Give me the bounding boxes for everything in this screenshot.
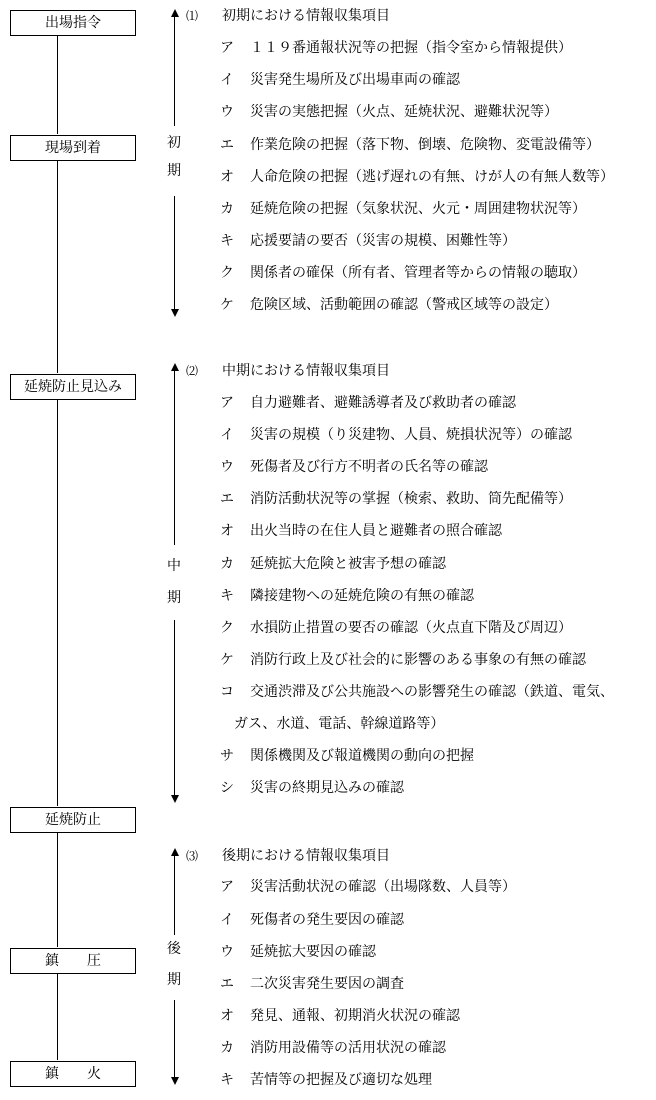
section-2-item-3-text: 死傷者及び行方不明者の氏名等の確認: [250, 459, 488, 475]
late-period-label-2: 期: [167, 972, 181, 988]
section-1-item-2-label: イ: [220, 72, 234, 88]
early-period-label-1: 初: [167, 135, 181, 151]
section-2-item-12-label: シ: [220, 780, 234, 796]
timeline-line-1: [57, 36, 58, 134]
section-3-number: ⑶: [186, 849, 199, 863]
stage-box-arrival: 現場到着: [10, 135, 136, 161]
section-3-item-4-label: エ: [220, 976, 234, 992]
section-2-item-2-text: 災害の規模（り災建物、人員、焼損状況等）の確認: [250, 427, 572, 443]
timeline-line-2: [57, 161, 58, 373]
section-1-item-9-text: 危険区域、活動範囲の確認（警戒区域等の設定）: [250, 297, 558, 313]
section-2-item-4-text: 消防活動状況等の掌握（検索、救助、筒先配備等）: [250, 491, 572, 507]
section-1-item-8-text: 関係者の確保（所有者、管理者等からの情報の聴取）: [250, 265, 586, 281]
section-3-item-6-label: カ: [220, 1040, 234, 1056]
section-2-item-5-text: 出火当時の在住人員と避難者の照合確認: [250, 523, 502, 539]
stage-box-extinguished: 鎮 火: [10, 1061, 136, 1087]
section-1-item-2-text: 災害発生場所及び出場車両の確認: [250, 72, 460, 88]
late-period-label-1: 後: [167, 941, 181, 957]
section-3-item-2-label: イ: [220, 912, 234, 928]
section-3-item-7-text: 苦情等の把握及び適切な処理: [250, 1072, 432, 1088]
section-1-item-4-label: エ: [220, 137, 234, 153]
section-2-item-6-text: 延焼拡大危険と被害予想の確認: [250, 556, 446, 572]
section-2-item-6-label: カ: [220, 556, 234, 572]
early-period-arrow-up: [174, 16, 175, 126]
section-1-item-4-text: 作業危険の把握（落下物、倒壊、危険物、変電設備等）: [250, 137, 600, 153]
early-period-arrow-down: [174, 196, 175, 310]
section-2-item-12-text: 災害の終期見込みの確認: [250, 780, 404, 796]
section-1-item-5-label: オ: [220, 169, 234, 185]
middle-period-arrow-down: [174, 620, 175, 796]
section-1-item-1-label: ア: [220, 40, 234, 56]
timeline-line-3: [57, 400, 58, 806]
stage-box-prevention: 延焼防止: [10, 807, 136, 833]
section-2-item-2-label: イ: [220, 427, 234, 443]
timeline-line-4: [57, 833, 58, 947]
section-3-item-3-label: ウ: [220, 944, 234, 960]
section-3-item-2-text: 死傷者の発生要因の確認: [250, 912, 404, 928]
section-1-item-7-text: 応援要請の要否（災害の規模、困難性等）: [250, 233, 516, 249]
section-3-item-1-text: 災害活動状況の確認（出場隊数、人員等）: [250, 879, 516, 895]
section-2-item-8-label: ク: [220, 620, 234, 636]
section-2-item-10-text: 交通渋滞及び公共施設への影響発生の確認（鉄道、電気、: [250, 684, 614, 700]
section-1-item-5-text: 人命危険の把握（逃げ遅れの有無、けが人の有無人数等）: [250, 169, 614, 185]
section-2-item-11-label: サ: [220, 748, 234, 764]
section-2-number: ⑵: [186, 364, 199, 378]
section-2-item-4-label: エ: [220, 491, 234, 507]
section-3-item-3-text: 延焼拡大要因の確認: [250, 944, 376, 960]
section-3-item-5-label: オ: [220, 1008, 234, 1024]
section-3-item-6-text: 消防用設備等の活用状況の確認: [250, 1040, 446, 1056]
section-2-item-7-label: キ: [220, 588, 234, 604]
section-2-item-5-label: オ: [220, 523, 234, 539]
timeline-line-5: [57, 974, 58, 1060]
early-period-label-2: 期: [167, 163, 181, 179]
section-3-item-1-label: ア: [220, 879, 234, 895]
section-2-item-1-label: ア: [220, 395, 234, 411]
section-1-item-6-label: カ: [220, 201, 234, 217]
section-1-item-8-label: ク: [220, 265, 234, 281]
section-1-item-3-label: ウ: [220, 104, 234, 120]
section-2-item-8-text: 水損防止措置の要否の確認（火点直下階及び周辺）: [250, 620, 572, 636]
middle-period-label-2: 期: [167, 590, 181, 606]
section-2-item-7-text: 隣接建物への延焼危険の有無の確認: [250, 588, 474, 604]
section-2-item-1-text: 自力避難者、避難誘導者及び救助者の確認: [250, 395, 516, 411]
middle-period-arrow-up: [174, 370, 175, 545]
stage-box-dispatch: 出場指令: [10, 10, 136, 36]
section-1-title: 初期における情報収集項目: [222, 8, 390, 24]
section-2-title: 中期における情報収集項目: [222, 363, 390, 379]
section-3-item-5-text: 発見、通報、初期消火状況の確認: [250, 1008, 460, 1024]
section-2-item-9-text: 消防行政上及び社会的に影響のある事象の有無の確認: [250, 652, 586, 668]
section-1-item-6-text: 延焼危険の把握（気象状況、火元・周囲建物状況等）: [250, 201, 586, 217]
section-2-item-10-label: コ: [220, 684, 234, 700]
section-1-item-9-label: ケ: [220, 297, 234, 313]
section-2-item-3-label: ウ: [220, 459, 234, 475]
late-period-arrow-down: [174, 1000, 175, 1078]
section-2-item-9-label: ケ: [220, 652, 234, 668]
section-2-item-11-text: 関係機関及び報道機関の動向の把握: [250, 748, 474, 764]
section-1-item-3-text: 災害の実態把握（火点、延焼状況、避難状況等）: [250, 104, 558, 120]
section-3-item-7-label: キ: [220, 1072, 234, 1088]
section-3-item-4-text: 二次災害発生要因の調査: [250, 976, 404, 992]
section-3-title: 後期における情報収集項目: [222, 848, 390, 864]
stage-box-prevention-outlook: 延焼防止見込み: [10, 374, 136, 400]
middle-period-label-1: 中: [167, 558, 181, 574]
section-1-number: ⑴: [186, 9, 199, 23]
section-1-item-1-text: １１９番通報状況等の把握（指令室から情報提供）: [250, 40, 572, 56]
section-2-item-10-continuation: ガス、水道、電話、幹線道路等）: [234, 716, 445, 732]
section-1-item-7-label: キ: [220, 233, 234, 249]
stage-box-suppression: 鎮 圧: [10, 948, 136, 974]
late-period-arrow-up: [174, 855, 175, 935]
